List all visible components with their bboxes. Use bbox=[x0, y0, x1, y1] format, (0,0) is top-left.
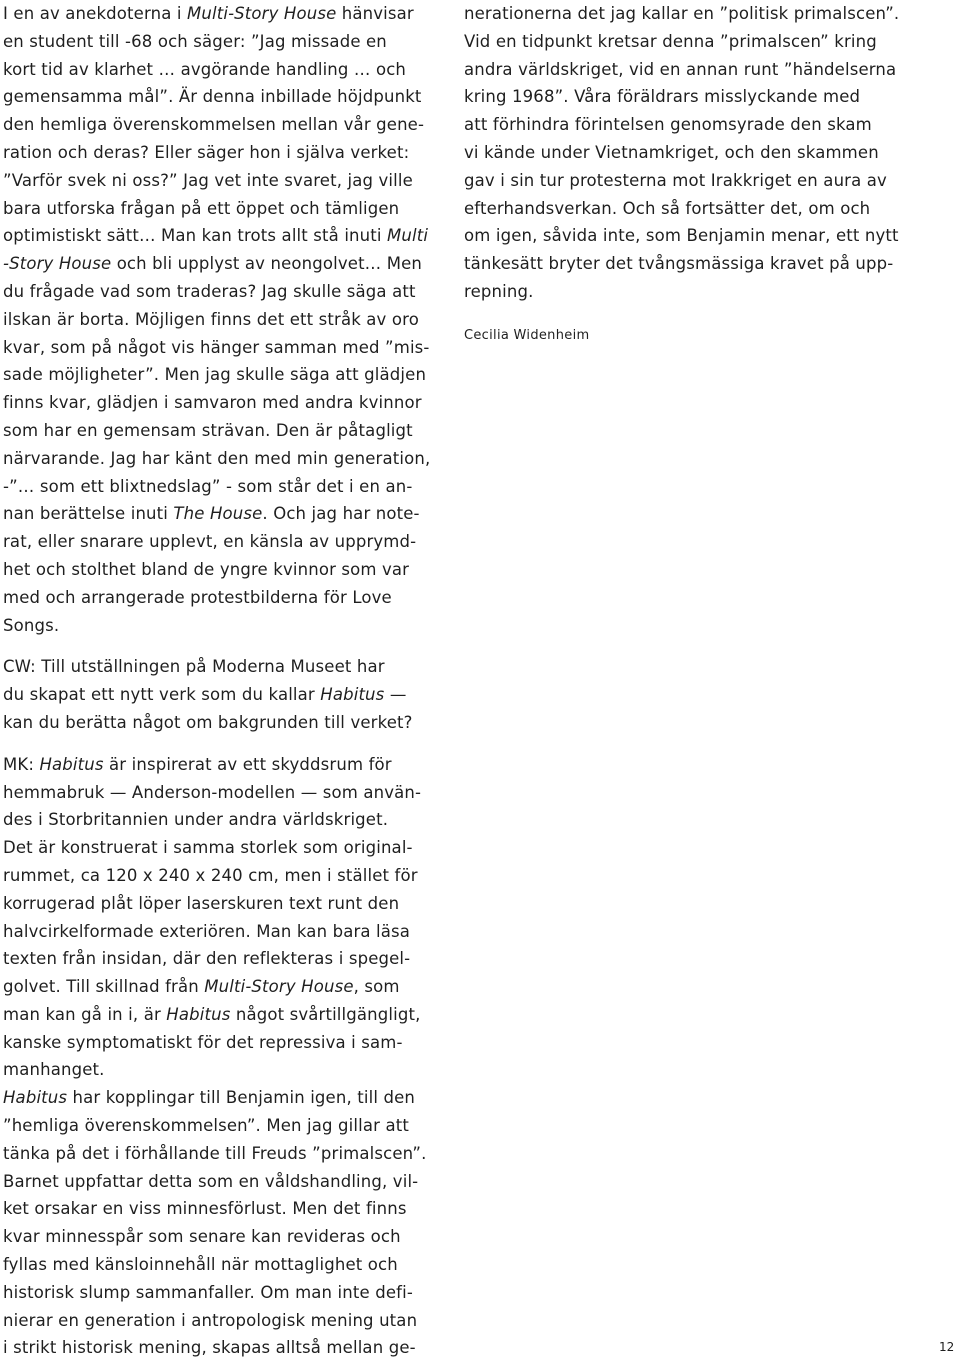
text-line: om igen, såvida inte, som Benjamin menar, ett nytt bbox=[464, 226, 899, 246]
text-line: CW: Till utställningen på Moderna Museet har bbox=[3, 657, 385, 677]
text-line: I en av anekdoterna i Multi-Story House hänvisar bbox=[3, 4, 414, 23]
text-line: -Story House och bli upplyst av neongolvet… Men bbox=[3, 254, 423, 274]
text-line: gav i sin tur protesterna mot Irakkriget en aura av bbox=[464, 170, 887, 190]
text-line: Det är konstruerat i samma storlek som original- bbox=[3, 838, 413, 858]
paragraph-gap bbox=[3, 737, 435, 751]
text-line: repning. bbox=[464, 281, 534, 301]
text-line: i strikt historisk mening, skapas alltså mellan ge- bbox=[3, 1338, 416, 1358]
right-column bbox=[464, 0, 904, 306]
text-line: ration och deras? Eller säger hon i själva verket: bbox=[3, 142, 410, 162]
text-line: rat, eller snarare upplevt, en känsla av upprymd- bbox=[3, 532, 417, 552]
text-line: golvet. Till skillnad från Multi-Story House, som bbox=[3, 977, 400, 997]
text-line: nerationerna det jag kallar en ”politisk primalscen”. bbox=[464, 4, 900, 23]
text-line: het och stolthet bland de yngre kvinnor som var bbox=[3, 559, 410, 579]
text-line: kvar minnesspår som senare kan revideras och bbox=[3, 1227, 401, 1247]
text-line: bara utforska frågan på ett öppet och tämligen bbox=[3, 198, 400, 218]
page-number: 12 bbox=[939, 1340, 955, 1354]
author-signature: Cecilia Widenheim bbox=[464, 328, 590, 343]
text-line: Barnet uppfattar detta som en våldshandling, vil- bbox=[3, 1171, 419, 1191]
left-column bbox=[3, 0, 435, 1362]
text-line: hemmabruk — Anderson-modellen — som använ- bbox=[3, 782, 422, 802]
text-line: gemensamma mål”. Är denna inbillade höjdpunkt bbox=[3, 87, 422, 107]
text-line: man kan gå in i, är Habitus något svårtillgängligt, bbox=[3, 1004, 421, 1024]
text-line: sade möjligheter”. Men jag skulle säga att glädjen bbox=[3, 365, 427, 385]
text-line: fyllas med känsloinnehåll när mottaglighet och bbox=[3, 1255, 398, 1275]
text-line: tänkesätt bryter det tvångsmässiga kravet på upp- bbox=[464, 254, 894, 274]
text-line: ilskan är borta. Möjligen finns det ett stråk av oro bbox=[3, 309, 419, 329]
paragraph-gap bbox=[3, 639, 435, 653]
text-line: finns kvar, glädjen i samvaron med andra kvinnor bbox=[3, 393, 422, 413]
text-line: ket orsakar en viss minnesförlust. Men det finns bbox=[3, 1199, 407, 1219]
text-line: att förhindra förintelsen genomsyrade den skam bbox=[464, 115, 872, 135]
text-line: du frågade vad som traderas? Jag skulle säga att bbox=[3, 281, 416, 301]
text-line: andra världskriget, vid en annan runt ”händelserna bbox=[464, 59, 897, 79]
text-line: kort tid av klarhet … avgörande handling … och bbox=[3, 59, 407, 79]
text-line: som har en gemensam strävan. Den är påtagligt bbox=[3, 420, 413, 440]
text-line: optimistiskt sätt… Man kan trots allt stå inuti Multi bbox=[3, 226, 429, 246]
text-line: ”Varför svek ni oss?” Jag vet inte svaret, jag ville bbox=[3, 170, 413, 190]
text-line: halvcirkelformade exteriören. Man kan bara läsa bbox=[3, 921, 411, 941]
text-line: MK: Habitus är inspirerat av ett skyddsrum för bbox=[3, 754, 392, 774]
text-line: du skapat ett nytt verk som du kallar Habitus — bbox=[3, 685, 407, 705]
text-line: den hemliga överenskommelsen mellan vår gene- bbox=[3, 115, 425, 135]
text-line: kvar, som på något vis hänger samman med ”mis- bbox=[3, 337, 430, 357]
text-line: rummet, ca 120 x 240 x 240 cm, men i stället för bbox=[3, 865, 418, 885]
text-line: des i Storbritannien under andra världskriget. bbox=[3, 810, 389, 830]
text-line: Habitus har kopplingar till Benjamin igen, till den bbox=[3, 1088, 416, 1108]
text-line: nan berättelse inuti The House. Och jag har note- bbox=[3, 504, 420, 524]
text-line: kring 1968”. Våra föräldrars misslyckande med bbox=[464, 87, 861, 107]
text-line: efterhandsverkan. Och så fortsätter det, om och bbox=[464, 198, 871, 218]
text-line: närvarande. Jag har känt den med min generation, bbox=[3, 448, 431, 468]
text-line: ”hemliga överenskommelsen”. Men jag gillar att bbox=[3, 1116, 409, 1136]
text-line: texten från insidan, där den reflekteras i spegel- bbox=[3, 949, 411, 969]
text-line: Songs. bbox=[3, 615, 60, 635]
text-line: -”… som ett blixtnedslag” - som står det i en an- bbox=[3, 476, 413, 496]
text-line: en student till -68 och säger: ”Jag missade en bbox=[3, 31, 387, 51]
text-line: kan du berätta något om bakgrunden till verket? bbox=[3, 712, 413, 732]
text-line: Vid en tidpunkt kretsar denna ”primalscen” kring bbox=[464, 31, 877, 51]
text-line: korrugerad plåt löper laserskuren text runt den bbox=[3, 893, 400, 913]
text-line: kanske symptomatiskt för det repressiva i sam- bbox=[3, 1032, 403, 1052]
text-line: med och arrangerade protestbilderna för Love bbox=[3, 587, 392, 607]
text-line: vi kände under Vietnamkriget, och den skammen bbox=[464, 142, 879, 162]
text-line: nierar en generation i antropologisk mening utan bbox=[3, 1310, 418, 1330]
text-line: historisk slump sammanfaller. Om man inte defi- bbox=[3, 1282, 413, 1302]
text-line: tänka på det i förhållande till Freuds ”primalscen”. bbox=[3, 1143, 427, 1163]
text-line: manhanget. bbox=[3, 1060, 105, 1080]
